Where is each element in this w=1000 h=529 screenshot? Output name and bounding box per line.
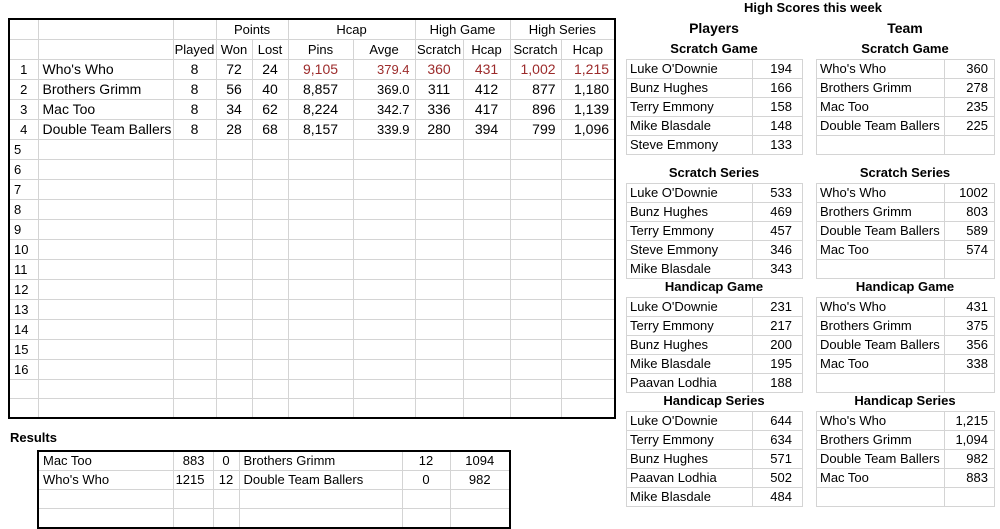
team-position: 16 xyxy=(9,360,38,380)
list-item xyxy=(627,241,803,260)
list-item xyxy=(817,60,995,79)
table-row xyxy=(9,120,615,140)
header-hs-scratch: Scratch xyxy=(510,40,561,60)
score-value: 571 xyxy=(753,450,803,469)
teams-handicap-series-table xyxy=(816,411,995,507)
list-item xyxy=(627,488,803,507)
team-name: Brothers Grimm xyxy=(817,79,945,98)
score-value: 166 xyxy=(753,79,803,98)
list-item xyxy=(627,60,803,79)
player-name: Luke O'Downie xyxy=(627,412,753,431)
list-item xyxy=(627,136,803,155)
player-name: Terry Emmony xyxy=(627,431,753,450)
avge-value: 379.4 xyxy=(353,60,415,80)
team-name: Brothers Grimm xyxy=(817,203,945,222)
team-position: 14 xyxy=(9,320,38,340)
list-item xyxy=(817,117,995,136)
lost-value: 24 xyxy=(252,60,288,80)
standings-header-row-sub xyxy=(9,40,615,60)
table-row xyxy=(9,180,615,200)
score-value: 338 xyxy=(945,355,995,374)
header-hs-hcap: Hcap xyxy=(561,40,615,60)
players-handicap-series-table xyxy=(626,411,803,507)
table-row xyxy=(9,320,615,340)
hg-hcap-value: 431 xyxy=(463,60,510,80)
list-item xyxy=(627,336,803,355)
score-value: 225 xyxy=(945,117,995,136)
pins-value: 8,224 xyxy=(288,100,353,120)
lost-value: 62 xyxy=(252,100,288,120)
hs-scratch-value: 799 xyxy=(510,120,561,140)
score-value: 375 xyxy=(945,317,995,336)
score-value: 231 xyxy=(753,298,803,317)
team-name: Mac Too xyxy=(817,98,945,117)
score-value: 634 xyxy=(753,431,803,450)
score-value: 982 xyxy=(945,450,995,469)
teams-handicap-series-heading: Handicap Series xyxy=(854,393,956,408)
avge-value: 339.9 xyxy=(353,120,415,140)
table-row xyxy=(9,160,615,180)
team-name: Who's Who xyxy=(817,298,945,317)
played-value: 8 xyxy=(173,80,216,100)
result-team-b: Double Team Ballers xyxy=(239,471,402,490)
result-points-b: 12 xyxy=(402,451,450,471)
header-hg-scratch: Scratch xyxy=(415,40,463,60)
hs-hcap-value: 1,180 xyxy=(561,80,615,100)
hg-hcap-value: 412 xyxy=(463,80,510,100)
list-item xyxy=(627,412,803,431)
players-handicap-series-heading: Handicap Series xyxy=(663,393,765,408)
score-value: 217 xyxy=(753,317,803,336)
list-item xyxy=(817,98,995,117)
player-name: Paavan Lodhia xyxy=(627,469,753,488)
results-title: Results xyxy=(10,430,57,445)
table-row xyxy=(9,360,615,380)
header-points: Points xyxy=(216,19,288,40)
score-value: 158 xyxy=(753,98,803,117)
played-value: 8 xyxy=(173,100,216,120)
list-item xyxy=(817,136,995,155)
player-name: Terry Emmony xyxy=(627,98,753,117)
header-high-game: High Game xyxy=(415,19,510,40)
score-value: 1002 xyxy=(945,184,995,203)
score-value: 148 xyxy=(753,117,803,136)
score-value: 235 xyxy=(945,98,995,117)
result-team-a: Mac Too xyxy=(38,451,173,471)
player-name: Luke O'Downie xyxy=(627,60,753,79)
won-value: 34 xyxy=(216,100,252,120)
team-position: 5 xyxy=(9,140,38,160)
list-item xyxy=(817,298,995,317)
team-name: Mac Too xyxy=(38,100,173,120)
score-value: 356 xyxy=(945,336,995,355)
lost-value: 40 xyxy=(252,80,288,100)
avge-value: 369.0 xyxy=(353,80,415,100)
score-value: 346 xyxy=(753,241,803,260)
team-name: Brothers Grimm xyxy=(817,317,945,336)
teams-scratch-series-heading: Scratch Series xyxy=(859,165,951,180)
list-item xyxy=(627,260,803,279)
avge-value: 342.7 xyxy=(353,100,415,120)
player-name: Mike Blasdale xyxy=(627,117,753,136)
hg-scratch-value: 311 xyxy=(415,80,463,100)
result-row xyxy=(38,509,510,529)
result-row xyxy=(38,451,510,471)
teams-handicap-game-table xyxy=(816,297,995,393)
score-value: 278 xyxy=(945,79,995,98)
team-position: 8 xyxy=(9,200,38,220)
table-row xyxy=(9,140,615,160)
list-item xyxy=(817,412,995,431)
list-item xyxy=(627,298,803,317)
table-row xyxy=(9,300,615,320)
score-value: 194 xyxy=(753,60,803,79)
table-row xyxy=(9,340,615,360)
team-name: Double Team Ballers xyxy=(38,120,173,140)
header-hcap: Hcap xyxy=(288,19,415,40)
list-item xyxy=(627,450,803,469)
players-scratch-game-table xyxy=(626,59,803,155)
list-item xyxy=(627,184,803,203)
played-value: 8 xyxy=(173,60,216,80)
list-item xyxy=(817,488,995,507)
player-name: Luke O'Downie xyxy=(627,184,753,203)
list-item xyxy=(817,79,995,98)
table-row xyxy=(9,80,615,100)
header-played: Played xyxy=(173,40,216,60)
player-name: Terry Emmony xyxy=(627,317,753,336)
team-position: 7 xyxy=(9,180,38,200)
list-item xyxy=(817,241,995,260)
header-high-series: High Series xyxy=(510,19,615,40)
table-row xyxy=(9,220,615,240)
player-name: Steve Emmony xyxy=(627,241,753,260)
player-name: Bunz Hughes xyxy=(627,336,753,355)
list-item xyxy=(817,469,995,488)
lost-value: 68 xyxy=(252,120,288,140)
list-item xyxy=(817,431,995,450)
team-position: 10 xyxy=(9,240,38,260)
team-position: 15 xyxy=(9,340,38,360)
result-row xyxy=(38,471,510,490)
result-team-a: Who's Who xyxy=(38,471,173,490)
players-scratch-game-heading: Scratch Game xyxy=(670,41,758,56)
standings-header-row-top xyxy=(9,19,615,40)
team-position: 4 xyxy=(9,120,38,140)
list-item xyxy=(627,117,803,136)
list-item xyxy=(627,317,803,336)
table-row xyxy=(9,380,615,399)
player-name: Terry Emmony xyxy=(627,222,753,241)
team-name: Who's Who xyxy=(817,184,945,203)
score-value: 431 xyxy=(945,298,995,317)
header-avge: Avge xyxy=(353,40,415,60)
list-item xyxy=(627,98,803,117)
result-team-b: Brothers Grimm xyxy=(239,451,402,471)
result-points-b: 0 xyxy=(402,471,450,490)
standings-body xyxy=(9,60,615,419)
team-name: Mac Too xyxy=(817,241,945,260)
result-score-b: 982 xyxy=(450,471,510,490)
hs-scratch-value: 877 xyxy=(510,80,561,100)
team-position: 2 xyxy=(9,80,38,100)
score-value: 883 xyxy=(945,469,995,488)
header-lost: Lost xyxy=(252,40,288,60)
score-value: 574 xyxy=(945,241,995,260)
table-row xyxy=(9,260,615,280)
score-value: 188 xyxy=(753,374,803,393)
player-name: Mike Blasdale xyxy=(627,355,753,374)
score-value: 1,094 xyxy=(945,431,995,450)
player-name: Mike Blasdale xyxy=(627,260,753,279)
score-value: 343 xyxy=(753,260,803,279)
hs-hcap-value: 1,215 xyxy=(561,60,615,80)
table-row xyxy=(9,240,615,260)
list-item xyxy=(817,317,995,336)
table-row xyxy=(9,60,615,80)
result-score-b: 1094 xyxy=(450,451,510,471)
players-column-title: Players xyxy=(689,20,739,36)
hs-scratch-value: 1,002 xyxy=(510,60,561,80)
team-position: 11 xyxy=(9,260,38,280)
team-name: Who's Who xyxy=(817,60,945,79)
hg-hcap-value: 394 xyxy=(463,120,510,140)
score-value: 200 xyxy=(753,336,803,355)
player-name: Steve Emmony xyxy=(627,136,753,155)
pins-value: 9,105 xyxy=(288,60,353,80)
player-name: Bunz Hughes xyxy=(627,79,753,98)
team-name: Double Team Ballers xyxy=(817,222,945,241)
hs-hcap-value: 1,096 xyxy=(561,120,615,140)
list-item xyxy=(627,203,803,222)
team-name: Who's Who xyxy=(38,60,173,80)
players-scratch-series-heading: Scratch Series xyxy=(668,165,760,180)
score-value: 502 xyxy=(753,469,803,488)
list-item xyxy=(817,184,995,203)
hg-scratch-value: 360 xyxy=(415,60,463,80)
list-item xyxy=(817,336,995,355)
player-name: Luke O'Downie xyxy=(627,298,753,317)
team-name: Mac Too xyxy=(817,355,945,374)
player-name: Paavan Lodhia xyxy=(627,374,753,393)
player-name: Bunz Hughes xyxy=(627,203,753,222)
team-position: 13 xyxy=(9,300,38,320)
won-value: 28 xyxy=(216,120,252,140)
team-position: 12 xyxy=(9,280,38,300)
list-item xyxy=(627,469,803,488)
result-score-a: 883 xyxy=(173,451,213,471)
player-name: Bunz Hughes xyxy=(627,450,753,469)
table-row xyxy=(9,399,615,419)
result-points-a: 0 xyxy=(213,451,239,471)
won-value: 72 xyxy=(216,60,252,80)
players-handicap-game-heading: Handicap Game xyxy=(664,279,764,294)
team-name: Double Team Ballers xyxy=(817,117,945,136)
header-hg-hcap: Hcap xyxy=(463,40,510,60)
list-item xyxy=(817,450,995,469)
high-scores-title: High Scores this week xyxy=(744,0,882,15)
score-value: 195 xyxy=(753,355,803,374)
hg-hcap-value: 417 xyxy=(463,100,510,120)
result-row xyxy=(38,490,510,509)
results-table xyxy=(37,450,511,529)
score-value: 360 xyxy=(945,60,995,79)
list-item xyxy=(817,203,995,222)
score-value: 644 xyxy=(753,412,803,431)
pins-value: 8,157 xyxy=(288,120,353,140)
team-position: 1 xyxy=(9,60,38,80)
teams-handicap-game-heading: Handicap Game xyxy=(855,279,955,294)
player-name: Mike Blasdale xyxy=(627,488,753,507)
pins-value: 8,857 xyxy=(288,80,353,100)
table-row xyxy=(9,100,615,120)
header-won: Won xyxy=(216,40,252,60)
score-value: 803 xyxy=(945,203,995,222)
list-item xyxy=(627,355,803,374)
result-score-a: 1215 xyxy=(173,471,213,490)
score-value: 133 xyxy=(753,136,803,155)
score-value: 469 xyxy=(753,203,803,222)
standings-table xyxy=(8,18,616,419)
teams-scratch-series-table xyxy=(816,183,995,279)
teams-scratch-game-table xyxy=(816,59,995,155)
team-position: 3 xyxy=(9,100,38,120)
result-points-a: 12 xyxy=(213,471,239,490)
score-value: 589 xyxy=(945,222,995,241)
team-name: Brothers Grimm xyxy=(817,431,945,450)
score-value: 457 xyxy=(753,222,803,241)
teams-scratch-game-heading: Scratch Game xyxy=(861,41,949,56)
team-column-title: Team xyxy=(887,20,923,36)
list-item xyxy=(817,260,995,279)
team-position: 9 xyxy=(9,220,38,240)
list-item xyxy=(627,374,803,393)
team-name: Double Team Ballers xyxy=(817,450,945,469)
team-position: 6 xyxy=(9,160,38,180)
won-value: 56 xyxy=(216,80,252,100)
score-value: 1,215 xyxy=(945,412,995,431)
players-scratch-series-table xyxy=(626,183,803,279)
score-value: 533 xyxy=(753,184,803,203)
header-pins: Pins xyxy=(288,40,353,60)
list-item xyxy=(817,355,995,374)
hs-scratch-value: 896 xyxy=(510,100,561,120)
list-item xyxy=(627,222,803,241)
players-handicap-game-table xyxy=(626,297,803,393)
team-name: Mac Too xyxy=(817,469,945,488)
team-name: Who's Who xyxy=(817,412,945,431)
score-value: 484 xyxy=(753,488,803,507)
table-row xyxy=(9,280,615,300)
list-item xyxy=(817,222,995,241)
hg-scratch-value: 280 xyxy=(415,120,463,140)
list-item xyxy=(627,431,803,450)
team-name: Brothers Grimm xyxy=(38,80,173,100)
hg-scratch-value: 336 xyxy=(415,100,463,120)
list-item xyxy=(817,374,995,393)
table-row xyxy=(9,200,615,220)
played-value: 8 xyxy=(173,120,216,140)
team-name: Double Team Ballers xyxy=(817,336,945,355)
hs-hcap-value: 1,139 xyxy=(561,100,615,120)
list-item xyxy=(627,79,803,98)
